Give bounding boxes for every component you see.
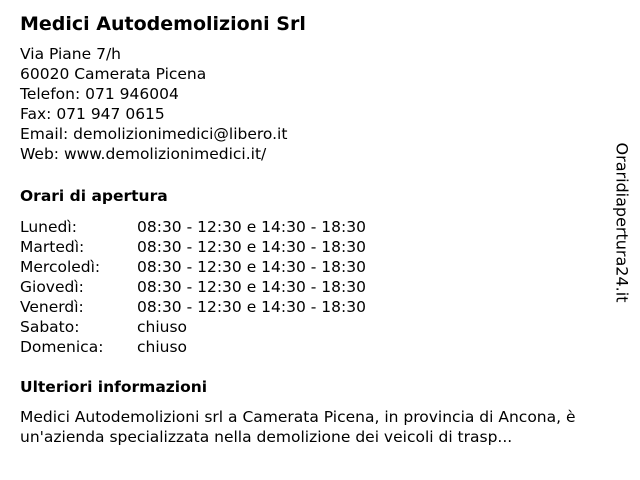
- day-label: Mercoledì:: [20, 258, 101, 276]
- time-value: 08:30 - 12:30 e 14:30 - 18:30: [137, 238, 366, 256]
- hours-row-tuesday: [20, 237, 605, 257]
- email-line: Email: demolizionimedici@libero.it: [20, 125, 288, 143]
- fax-line: Fax: 071 947 0615: [20, 105, 165, 123]
- day-label: Domenica:: [20, 338, 104, 356]
- day-label: Sabato:: [20, 318, 80, 336]
- brand-watermark: [608, 134, 636, 310]
- time-value: chiuso: [137, 338, 188, 356]
- hours-row-saturday: [20, 317, 605, 337]
- hours-row-friday: [20, 297, 605, 317]
- day-label: Martedì:: [20, 238, 85, 256]
- day-label: Venerdì:: [20, 298, 84, 316]
- address-line-2: 60020 Camerata Picena: [20, 65, 207, 83]
- time-value: chiuso: [137, 318, 188, 336]
- day-label: Giovedì:: [20, 278, 84, 296]
- time-value: 08:30 - 12:30 e 14:30 - 18:30: [137, 298, 366, 316]
- phone-line: Telefon: 071 946004: [20, 85, 179, 103]
- web-line: Web: www.demolizionimedici.it/: [20, 145, 267, 163]
- time-value: 08:30 - 12:30 e 14:30 - 18:30: [137, 278, 366, 296]
- hours-heading: Orari di apertura: [20, 187, 168, 205]
- time-value: 08:30 - 12:30 e 14:30 - 18:30: [137, 258, 366, 276]
- info-description: Medici Autodemolizioni srl a Camerata Picena, in provincia di Ancona, è un'azienda specializzata nella demolizione dei veicoli di trasp...: [20, 408, 576, 446]
- hours-row-thursday: [20, 277, 605, 297]
- info-heading: Ulteriori informazioni: [20, 378, 208, 396]
- day-label: Lunedì:: [20, 218, 77, 236]
- opening-hours-table: [20, 217, 605, 357]
- brand-text: Oraridiapertura24.it: [612, 142, 632, 302]
- business-card: [20, 10, 605, 463]
- business-name: Medici Autodemolizioni Srl: [20, 13, 306, 35]
- address-line-1: Via Piane 7/h: [20, 45, 121, 63]
- hours-row-sunday: [20, 337, 605, 357]
- hours-row-wednesday: [20, 257, 605, 277]
- contact-block: [20, 44, 605, 164]
- hours-row-monday: [20, 217, 605, 237]
- time-value: 08:30 - 12:30 e 14:30 - 18:30: [137, 218, 366, 236]
